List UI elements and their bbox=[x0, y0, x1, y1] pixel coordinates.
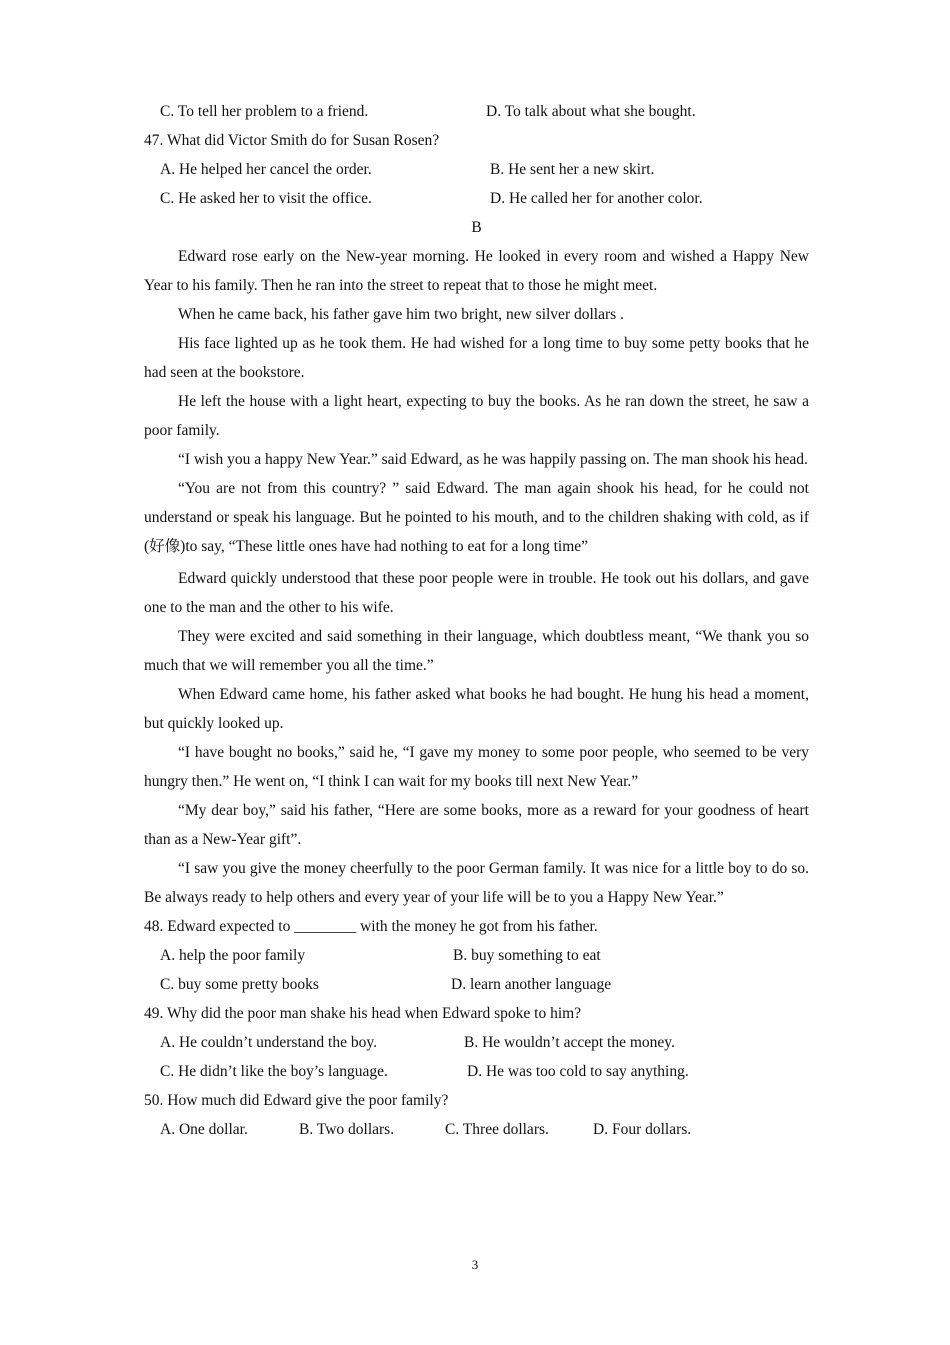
q48-option-d: D. learn another language bbox=[451, 976, 612, 993]
passage-paragraph: He left the house with a light heart, expecting to buy the books. As he ran down the street, he saw a poor family. bbox=[144, 393, 809, 439]
passage-paragraph: They were excited and said something in their language, which doubtless meant, “We thank you so much that we will remember you all the time.” bbox=[144, 628, 809, 674]
q46-options-row bbox=[144, 97, 809, 126]
document-page bbox=[144, 97, 809, 1144]
q50-option-c: C. Three dollars. bbox=[445, 1121, 549, 1138]
q49-option-c: C. He didn’t like the boy’s language. bbox=[160, 1063, 388, 1080]
q47-option-d: D. He called her for another color. bbox=[490, 190, 703, 207]
q50-options-row bbox=[144, 1115, 809, 1144]
q47-option-c: C. He asked her to visit the office. bbox=[160, 190, 372, 207]
q49-option-a: A. He couldn’t understand the boy. bbox=[160, 1034, 377, 1051]
section-label: B bbox=[471, 219, 482, 236]
q49-question: 49. Why did the poor man shake his head when Edward spoke to him? bbox=[144, 1005, 582, 1022]
q47-options-row-2 bbox=[144, 184, 809, 213]
q48-option-a: A. help the poor family bbox=[160, 947, 306, 964]
q50-option-d: D. Four dollars. bbox=[593, 1121, 692, 1138]
q50-option-a: A. One dollar. bbox=[160, 1121, 248, 1138]
passage-paragraph: His face lighted up as he took them. He had wished for a long time to buy some petty books that he had seen at the bookstore. bbox=[144, 335, 809, 381]
q48-option-c: C. buy some pretty books bbox=[160, 976, 319, 993]
passage-paragraph: “You are not from this country? ” said Edward. The man again shook his head, for he could not understand or speak his language. But he pointed to his mouth, and to the children shaking with cold, as if (好像)to say, “These little ones have had nothing to eat for a long time” bbox=[144, 480, 809, 555]
q48-options-row-1 bbox=[144, 941, 809, 970]
q47-question: 47. What did Victor Smith do for Susan Rosen? bbox=[144, 132, 440, 149]
q48-option-b: B. buy something to eat bbox=[453, 947, 601, 964]
passage-paragraph: “My dear boy,” said his father, “Here are some books, more as a reward for your goodness of heart than as a New-Year gift”. bbox=[144, 802, 809, 848]
q49-option-b: B. He wouldn’t accept the money. bbox=[464, 1034, 675, 1051]
q46-option-c: C. To tell her problem to a friend. bbox=[160, 103, 369, 120]
page-number: 3 bbox=[471, 1257, 479, 1272]
q50-question: 50. How much did Edward give the poor family? bbox=[144, 1092, 449, 1109]
passage-paragraph: “I saw you give the money cheerfully to the poor German family. It was nice for a little boy to do so. Be always ready to help others and every year of your life will be to you a Happy New Year.” bbox=[144, 860, 809, 906]
passage-paragraph: Edward quickly understood that these poor people were in trouble. He took out his dollars, and gave one to the man and the other to his wife. bbox=[144, 570, 809, 616]
passage-paragraph: When Edward came home, his father asked what books he had bought. He hung his head a moment, but quickly looked up. bbox=[144, 686, 809, 732]
q50-option-b: B. Two dollars. bbox=[299, 1121, 395, 1138]
passage-paragraph: “I have bought no books,” said he, “I gave my money to some poor people, who seemed to be very hungry then.” He went on, “I think I can wait for my books till next New Year.” bbox=[144, 744, 809, 790]
q49-option-d: D. He was too cold to say anything. bbox=[467, 1063, 689, 1080]
q46-option-d: D. To talk about what she bought. bbox=[486, 103, 696, 120]
passage-paragraph: When he came back, his father gave him two bright, new silver dollars . bbox=[178, 306, 624, 323]
q47-option-a: A. He helped her cancel the order. bbox=[160, 161, 372, 178]
q47-options-row-1 bbox=[144, 155, 809, 184]
q48-question: 48. Edward expected to ________ with the money he got from his father. bbox=[144, 918, 598, 935]
passage-paragraph: “I wish you a happy New Year.” said Edward, as he was happily passing on. The man shook his head. bbox=[178, 451, 808, 468]
q49-options-row-2 bbox=[144, 1057, 809, 1086]
q47-option-b: B. He sent her a new skirt. bbox=[490, 161, 655, 178]
q48-options-row-2 bbox=[144, 970, 809, 999]
passage-paragraph: Edward rose early on the New-year morning. He looked in every room and wished a Happy New Year to his family. Then he ran into the street to repeat that to those he might meet. bbox=[144, 248, 809, 294]
q49-options-row-1 bbox=[144, 1028, 809, 1057]
